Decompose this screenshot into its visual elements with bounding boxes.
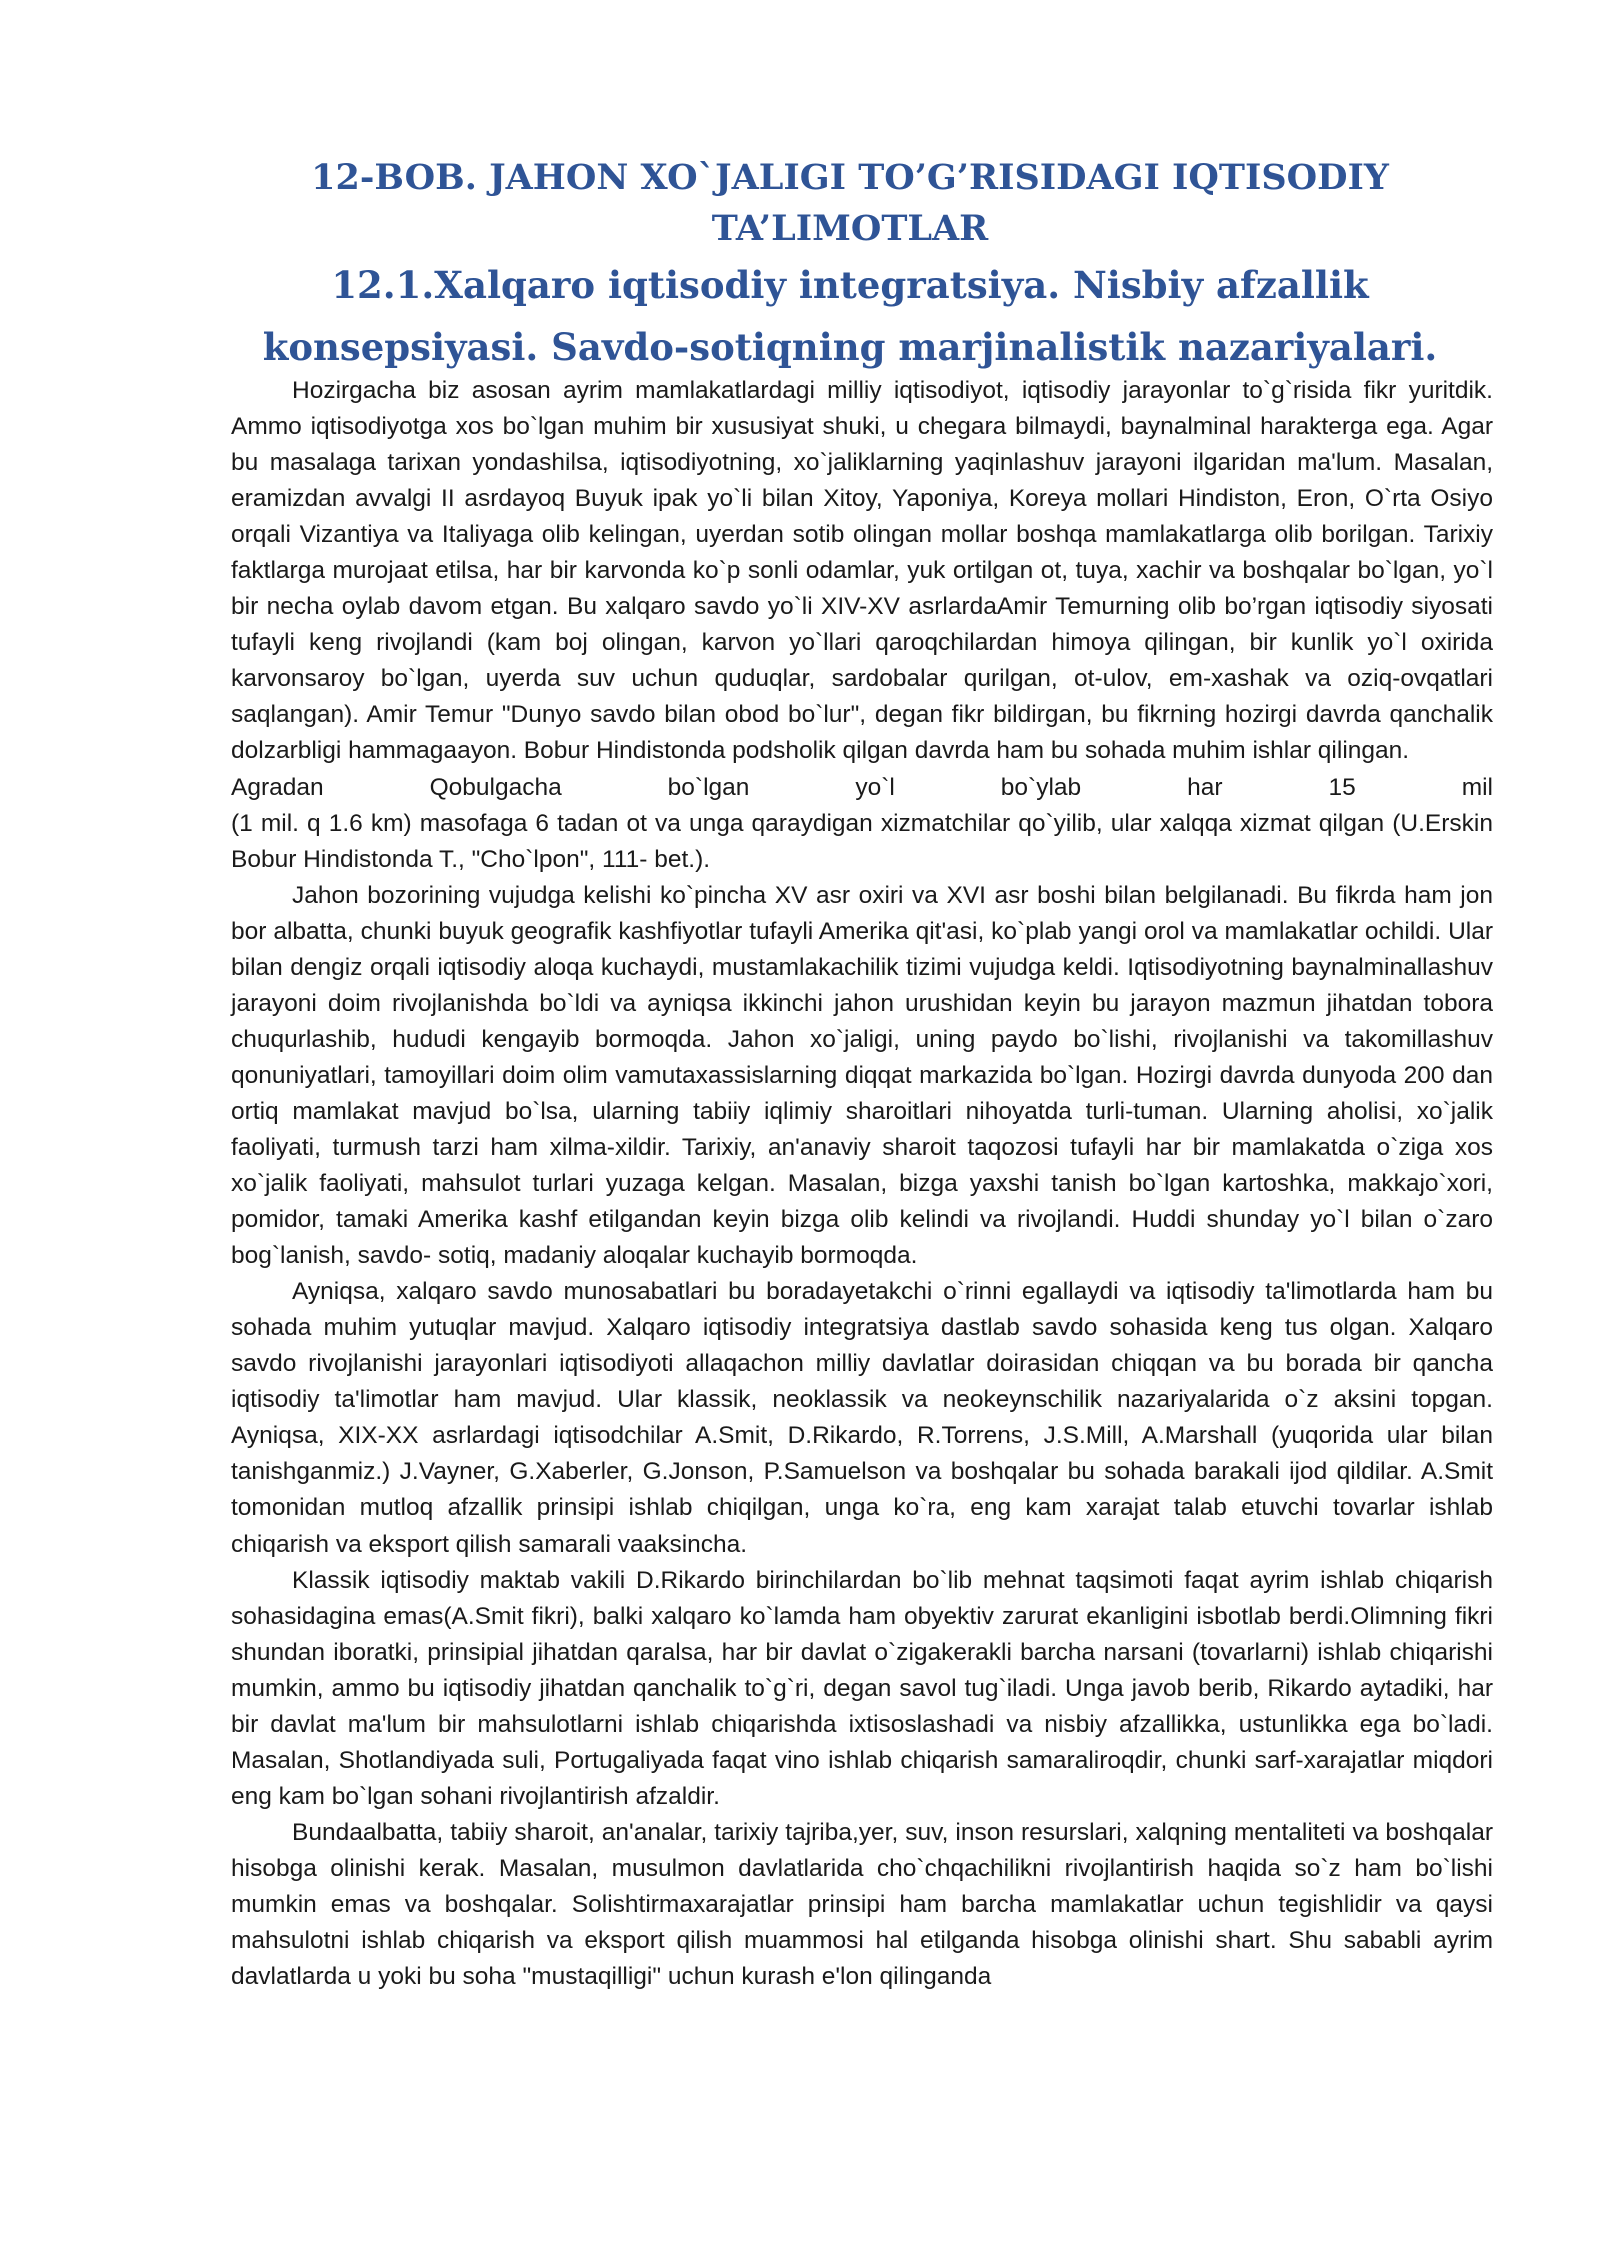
paragraph-5: Bundaalbatta, tabiiy sharoit, an'analar, tarixiy tajriba,yer, suv, inson resurslari, xalqning mentaliteti va boshqalar hisobga olinishi kerak. Masalan, musulmon davlatlarida cho`chqachilikni rivojlantirish haqida so`z ham bo`lishi mumkin emas va boshqalar. Solishtirmaxarajatlar prinsipi ham barcha mamlakatlar uchun tegishlidir va qaysi mahsulotni ishlab chiqarish va eksport qilish muammosi hal etilganda hisobga olinishi shart. Shu sababli ayrim davlatlarda u yoki bu soha "mustaqilligi" uchun kurash e'lon qilinganda: [231, 1818, 1493, 1991]
paragraph-4: Klassik iqtisodiy maktab vakili D.Rikardo birinchilardan bo`lib mehnat taqsimoti faqat ayrim ishlab chiqarish sohasidagina emas(A.Smit fikri), balki xalqaro ko`lamda ham obyektiv zarurat ekanligini isbotlab berdi.Olimning fikri shundan iboratki, prinsipial jihatdan qaralsa, har bir davlat o`zigakerakli barcha narsani (tovarlarni) ishlab chiqarishi mumkin, ammo bu iqtisodiy jihatdan qanchalik to`g`ri, degan savol tug`iladi. Unga javob berib, Rikardo aytadiki, har bir davlat ma'lum bir mahsulotlarni ishlab chiqarishda ixtisoslashadi va nisbiy afzallikka, ustunlikka ega bo`ladi. Masalan, Shotlandiyada suli, Portugaliyada faqat vino ishlab chiqarish samaraliroqdir, chunki sarf-xarajatlar miqdori eng kam bo`lgan sohani rivojlantirish afzaldir.: [231, 1566, 1493, 1810]
paragraph-1: Hozirgacha biz asosan ayrim mamlakatlardagi milliy iqtisodiyot, iqtisodiy jarayonlar to`g`risida fikr yuritdik. Ammo iqtisodiyotga xos bo`lgan muhim bir xususiyat shuki, u chegara bilmaydi, baynalminal harakterga ega. Agar bu masalaga tarixan yondashilsa, iqtisodiyotning, xo`jaliklarning yaqinlashuv jarayoni ilgaridan ma'lum. Masalan, eramizdan avvalgi II asrdayoq Buyuk ipak yo`li bilan Xitoy, Yaponiya, Koreya mollari Hindiston, Eron, O`rta Osiyo orqali Vizantiya va Italiyaga olib kelingan, uyerdan sotib olingan mollar boshqa mamlakatlarga olib borilgan. Tarixiy faktlarga murojaat etilsa, har bir karvonda ko`p sonli odamlar, yuk ortilgan ot, tuya, xachir va boshqalar bo`lgan, yo`l bir necha oylab davom etgan. Bu xalqaro savdo yo`li XIV-XV asrlardaAmir Temurning olib bo’rgan iqtisodiy siyosati tufayli keng rivojlandi (kam boj olingan, karvon yo`llari qaroqchilardan himoya qilingan, bir kunlik yo`l oxirida karvonsaroy bo`lgan, uyerda suv uchun quduqlar, sardobalar qurilgan, ot-ulov, em-xashak va oziq-ovqatlari saqlangan). Amir Temur "Dunyo savdo bilan obod bo`lur", degan fikr bildirgan, bu fikrning hozirgi davrda qanchalik dolzarbligi hammagaayon. Bobur Hindistonda podsholik qilgan davrda ham bu sohada muhim ishlar qilingan.: [231, 377, 1493, 765]
chapter-title-line-2: TA’LIMOTLAR: [711, 208, 989, 249]
section-title-line-2: konsepsiyasi. Savdo-sotiqning marjinalistik nazariyalari.: [262, 325, 1438, 369]
chapter-heading: [200, 152, 1500, 378]
section-title-line-1: 12.1.Xalqaro iqtisodiy integratsiya. Nisbiy afzallik: [331, 263, 1369, 307]
paragraph-3: Ayniqsa, xalqaro savdo munosabatlari bu boradayetakchi o`rinni egallaydi va iqtisodiy ta'limotlarda ham bu sohada muhim yutuqlar mavjud. Xalqaro iqtisodiy integratsiya dastlab savdo sohasida keng tus olgan. Xalqaro savdo rivojlanishi jarayonlari iqtisodiyoti allaqachon milliy davlatlar doirasidan chiqqan va bu borada bir qancha iqtisodiy ta'limotlar ham mavjud. Ular klassik, neoklassik va neokeynschilik nazariyalarida o`z aksini topgan. Ayniqsa, XIX-XX asrlardagi iqtisodchilar A.Smit, D.Rikardo, R.Torrens, J.S.Mill, A.Marshall (yuqorida ular bilan tanishganmiz.) J.Vayner, G.Xaberler, G.Jonson, P.Samuelson va boshqalar bu sohada barakali ijod qildilar. A.Smit tomonidan mutloq afzallik prinsipi ishlab chiqilgan, unga ko`ra, eng kam xarajat talab etuvchi tovarlar ishlab chiqarish va eksport qilish samarali vaaksincha.: [231, 1278, 1493, 1558]
chapter-title-line-1: 12-BOB. JAHON XO`JALIGI TO’G’RISIDAGI IQTISODIY: [311, 157, 1389, 198]
paragraph-1-continuation: (1 mil. q 1.6 km) masofaga 6 tadan ot va unga qaraydigan xizmatchilar qo`yilib, ular xalqqa xizmat qilgan (U.Erskin Bobur Hindistonda T., "Cho`lpon", 111- bet.).: [231, 809, 1493, 873]
paragraph-2: Jahon bozorining vujudga kelishi ko`pincha XV asr oxiri va XVI asr boshi bilan belgilanadi. Bu fikrda ham jon bor albatta, chunki buyuk geografik kashfiyotlar tufayli Amerika qit'asi, ko`plab yangi orol va mamlakatlar ochildi. Ular bilan dengiz orqali iqtisodiy aloqa kuchaydi, mustamlakachilik tizimi vujudga keldi. Iqtisodiyotning baynalminallashuv jarayoni doim rivojlanishda bo`ldi va ayniqsa ikkinchi jahon urushidan keyin bu jarayon mazmun jihatdan tobora chuqurlashib, hududi kengayib bormoqda. Jahon xo`jaligi, uning paydo bo`lishi, rivojlanishi va takomillashuv qonuniyatlari, tamoyillari doim olim vamutaxassislarning diqqat markazida bo`lgan. Hozirgi davrda dunyoda 200 dan ortiq mamlakat mavjud bo`lsa, ularning tabiiy iqlimiy sharoitlari nihoyatda turli-tuman. Ularning aholisi, xo`jalik faoliyati, turmush tarzi ham xilma-xildir. Tarixiy, an'anaviy sharoit taqozosi tufayli har bir mamlakatda o`ziga xos xo`jalik faoliyati, mahsulot turlari yuzaga kelgan. Masalan, bizga yaxshi tanish bo`lgan kartoshka, makkajo`xori, pomidor, tamaki Amerika kashf etilgandan keyin bizga olib kelindi va rivojlandi. Huddi shunday yo`l bilan o`zaro bog`lanish, savdo- sotiq, madaniy aloqalar kuchayib bormoqda.: [231, 881, 1493, 1270]
paragraph-1-spread-line: Agradan Qobulgacha bo`lgan yo`l bo`ylab har 15 mil: [231, 773, 1493, 801]
body-text: [231, 373, 1493, 1995]
